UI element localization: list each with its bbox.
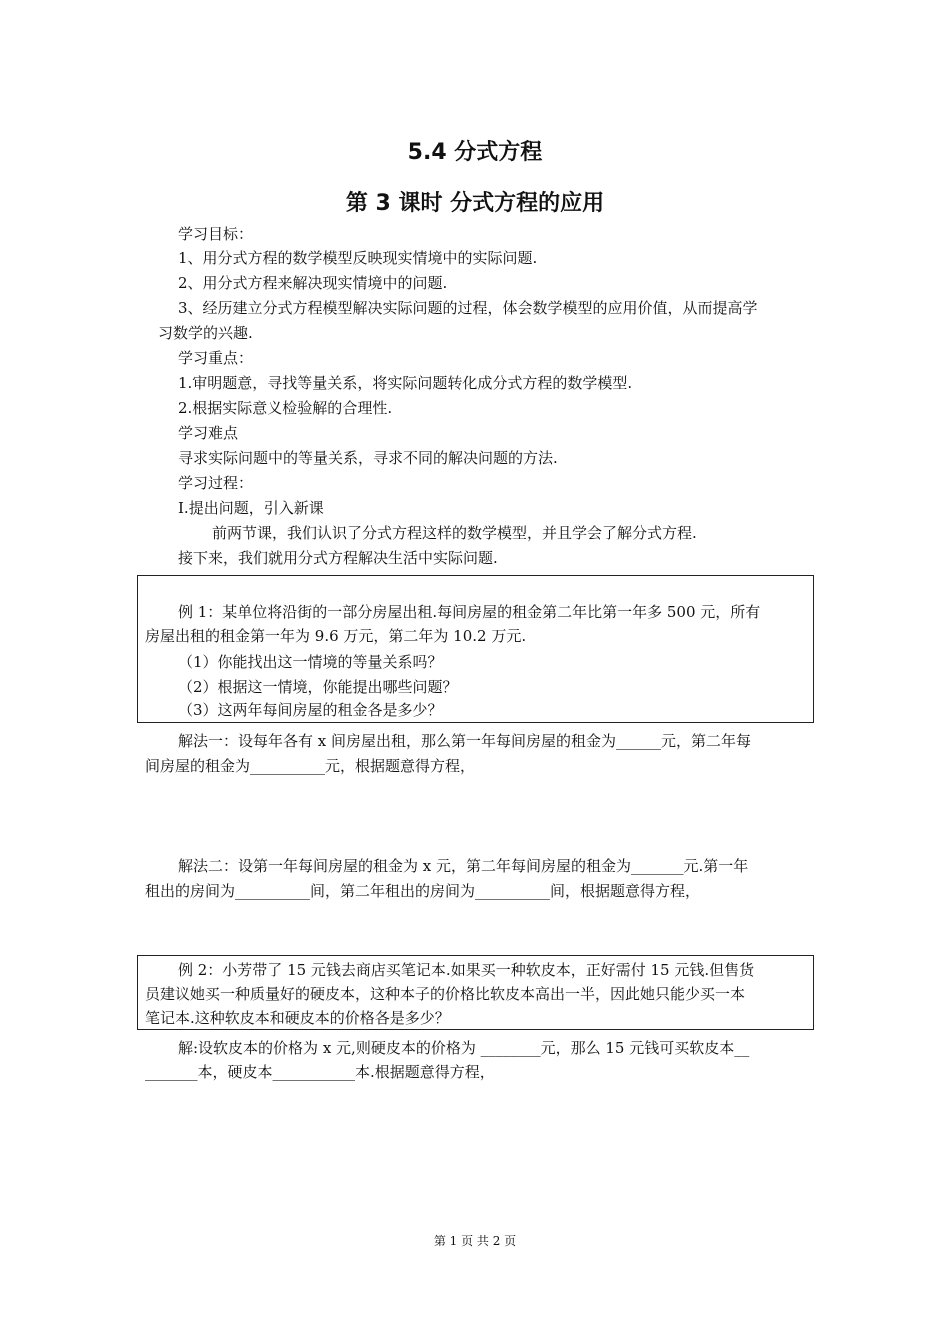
page-footer: 第 1 页 共 2 页 <box>433 1234 517 1248</box>
focus-line: 1.审明题意，寻找等量关系，将实际问题转化成分式方程的数学模型. <box>178 374 633 392</box>
goal-line: 1、用分式方程的数学模型反映现实情境中的实际问题. <box>178 249 538 267</box>
solution2-line: _______本，硬皮本___________本.根据题意得方程， <box>145 1063 495 1081</box>
solution2-line: 解:设软皮本的价格为 x 元,则硬皮本的价格为 ________元，那么 15 元钱可买软皮本__ <box>178 1039 750 1057</box>
example1-question: （2）根据这一情境，你能提出哪些问题？ <box>178 678 458 696</box>
example1-line: 例 1：某单位将沿街的一部分房屋出租.每间房屋的租金第二年比第一年多 500 元，所有 <box>178 603 761 621</box>
example2-line: 员建议她买一种质量好的硬皮本，这种本子的价格比软皮本高出一半，因此她只能少买一本 <box>145 985 746 1003</box>
focus-line: 2.根据实际意义检验解的合理性. <box>178 399 393 417</box>
example2-line: 笔记本.这种软皮本和硬皮本的价格各是多少？ <box>145 1009 450 1027</box>
intro-line: 前两节课，我们认识了分式方程这样的数学模型，并且学会了解分式方程. <box>212 524 697 542</box>
difficulty-line: 寻求实际问题中的等量关系，寻求不同的解决问题的方法. <box>178 449 558 467</box>
intro-line: 接下来，我们就用分式方程解决生活中实际问题. <box>178 549 498 567</box>
lesson-subtitle: 第 3 课时 分式方程的应用 <box>345 191 605 216</box>
method1-line: 间房屋的租金为__________元，根据题意得方程， <box>145 757 476 775</box>
focus-heading: 学习重点： <box>178 349 254 367</box>
section-heading: Ⅰ.提出问题，引入新课 <box>178 499 324 517</box>
difficulty-heading: 学习难点 <box>178 424 239 442</box>
method2-line: 解法二：设第一年每间房屋的租金为 x 元，第二年每间房屋的租金为_______元.第一年 <box>178 857 749 875</box>
goal-line: 习数学的兴趣. <box>158 324 253 342</box>
goal-line: 2、用分式方程来解决现实情境中的问题. <box>178 274 448 292</box>
goals-heading: 学习目标： <box>178 225 254 243</box>
method1-line: 解法一：设每年各有 x 间房屋出租，那么第一年每间房屋的租金为______元，第二年每 <box>178 732 751 750</box>
example1-question: （1）你能找出这一情境的等量关系吗？ <box>178 653 443 671</box>
process-heading: 学习过程： <box>178 474 254 492</box>
example2-line: 例 2：小芳带了 15 元钱去商店买笔记本.如果买一种软皮本，正好需付 15 元钱.但售货 <box>178 961 755 979</box>
document-title: 5.4 分式方程 <box>407 140 543 165</box>
example1-question: （3）这两年每间房屋的租金各是多少？ <box>178 701 443 719</box>
example1-line: 房屋出租的租金第一年为 9.6 万元，第二年为 10.2 万元. <box>145 627 527 645</box>
goal-line: 3、经历建立分式方程模型解决实际问题的过程，体会数学模型的应用价值，从而提高学 <box>178 299 758 317</box>
method2-line: 租出的房间为__________间，第二年租出的房间为__________间，根据题意得方程， <box>145 882 701 900</box>
